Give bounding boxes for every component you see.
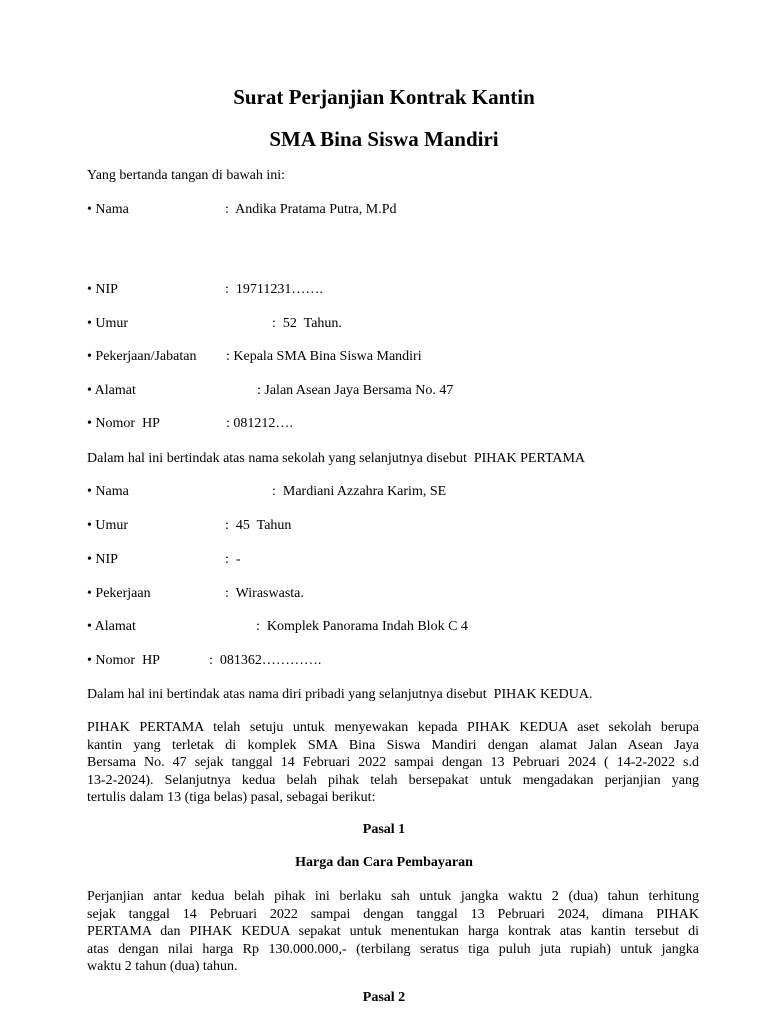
second-party-nip-label: • NIP bbox=[87, 552, 118, 567]
first-party-job-label: • Pekerjaan/Jabatan bbox=[87, 349, 197, 364]
second-party-name-label: • Nama bbox=[87, 484, 129, 499]
first-party-address-label: • Alamat bbox=[87, 383, 136, 398]
second-party-nip-value: : - bbox=[225, 552, 241, 567]
second-party-address-label: • Alamat bbox=[87, 619, 136, 634]
pasal-2-title: Pasal 2 bbox=[362, 990, 406, 1005]
paragraph-line: sejak tanggal 14 Pebruari 2022 sampai dengan tanggal 13 Pebruari 2024, dimana PIHAK bbox=[87, 906, 699, 922]
pasal-1-paragraph bbox=[87, 888, 699, 976]
first-party-name-label: • Nama bbox=[87, 202, 129, 217]
second-party-job-label: • Pekerjaan bbox=[87, 586, 151, 601]
first-party-nip-label: • NIP bbox=[87, 282, 118, 297]
paragraph-line: Bersama No. 47 sejak tanggal 14 Februari 2022 sampai dengan 13 Pebruari 2024 ( 14-2-2022 s.d bbox=[87, 755, 699, 770]
paragraph-line: kantin yang terletak di komplek SMA Bina Siswa Mandiri dengan alamat Jalan Asean Jaya bbox=[87, 737, 699, 753]
second-party-phone-label: • Nomor HP bbox=[87, 653, 160, 668]
document-title: Surat Perjanjian Kontrak Kantin bbox=[233, 85, 535, 109]
pasal-1-title: Pasal 1 bbox=[362, 822, 406, 837]
second-party-address-value: : Komplek Panorama Indah Blok C 4 bbox=[256, 619, 468, 634]
paragraph-line: 13-2-2024). Selanjutnya kedua belah pihak telah bersepakat untuk mengadakan perjanjian yang bbox=[87, 772, 699, 788]
first-party-phone-value: : 081212…. bbox=[226, 416, 293, 431]
second-party-age-label: • Umur bbox=[87, 518, 129, 533]
first-party-name-value: : Andika Pratama Putra, M.Pd bbox=[225, 202, 397, 217]
paragraph-line: tertulis dalam 13 (tiga belas) pasal, sebagai berikut: bbox=[87, 790, 376, 805]
second-party-name-value: : Mardiani Azzahra Karim, SE bbox=[272, 484, 447, 499]
second-party-statement: Dalam hal ini bertindak atas nama diri pribadi yang selanjutnya disebut PIHAK KEDUA. bbox=[87, 687, 593, 702]
first-party-phone-label: • Nomor HP bbox=[87, 416, 160, 431]
second-party-phone-value: : 081362…………. bbox=[209, 653, 322, 668]
paragraph-line: Perjanjian antar kedua belah pihak ini berlaku sah untuk jangka waktu 2 (dua) tahun terhitung bbox=[87, 889, 699, 904]
paragraph-line: PERTAMA dan PIHAK KEDUA sepakat untuk menentukan harga kontrak atas kantin tersebut di bbox=[87, 924, 699, 939]
first-party-nip-value: : 19711231……. bbox=[225, 282, 323, 297]
first-party-age-value: : 52 Tahun. bbox=[272, 316, 342, 331]
document-subtitle: SMA Bina Siswa Mandiri bbox=[269, 127, 499, 151]
intro-text: Yang bertanda tangan di bawah ini: bbox=[87, 168, 286, 183]
paragraph-line: atas dengan nilai harga Rp 130.000.000,- (terbilang seratus tiga puluh juta rupiah) untuk jangka bbox=[87, 941, 699, 957]
pasal-1-heading: Harga dan Cara Pembayaran bbox=[295, 855, 473, 870]
first-party-address-value: : Jalan Asean Jaya Bersama No. 47 bbox=[257, 383, 454, 398]
paragraph-line: waktu 2 tahun (dua) tahun. bbox=[87, 959, 238, 974]
paragraph-line: PIHAK PERTAMA telah setuju untuk menyewakan kepada PIHAK KEDUA aset sekolah berupa bbox=[87, 720, 699, 735]
first-party-statement: Dalam hal ini bertindak atas nama sekolah yang selanjutnya disebut PIHAK PERTAMA bbox=[87, 451, 586, 466]
first-party-age-label: • Umur bbox=[87, 316, 129, 331]
agreement-paragraph bbox=[87, 719, 699, 807]
second-party-age-value: : 45 Tahun bbox=[225, 518, 292, 533]
second-party-job-value: : Wiraswasta. bbox=[225, 586, 304, 601]
first-party-job-value: : Kepala SMA Bina Siswa Mandiri bbox=[226, 349, 422, 364]
